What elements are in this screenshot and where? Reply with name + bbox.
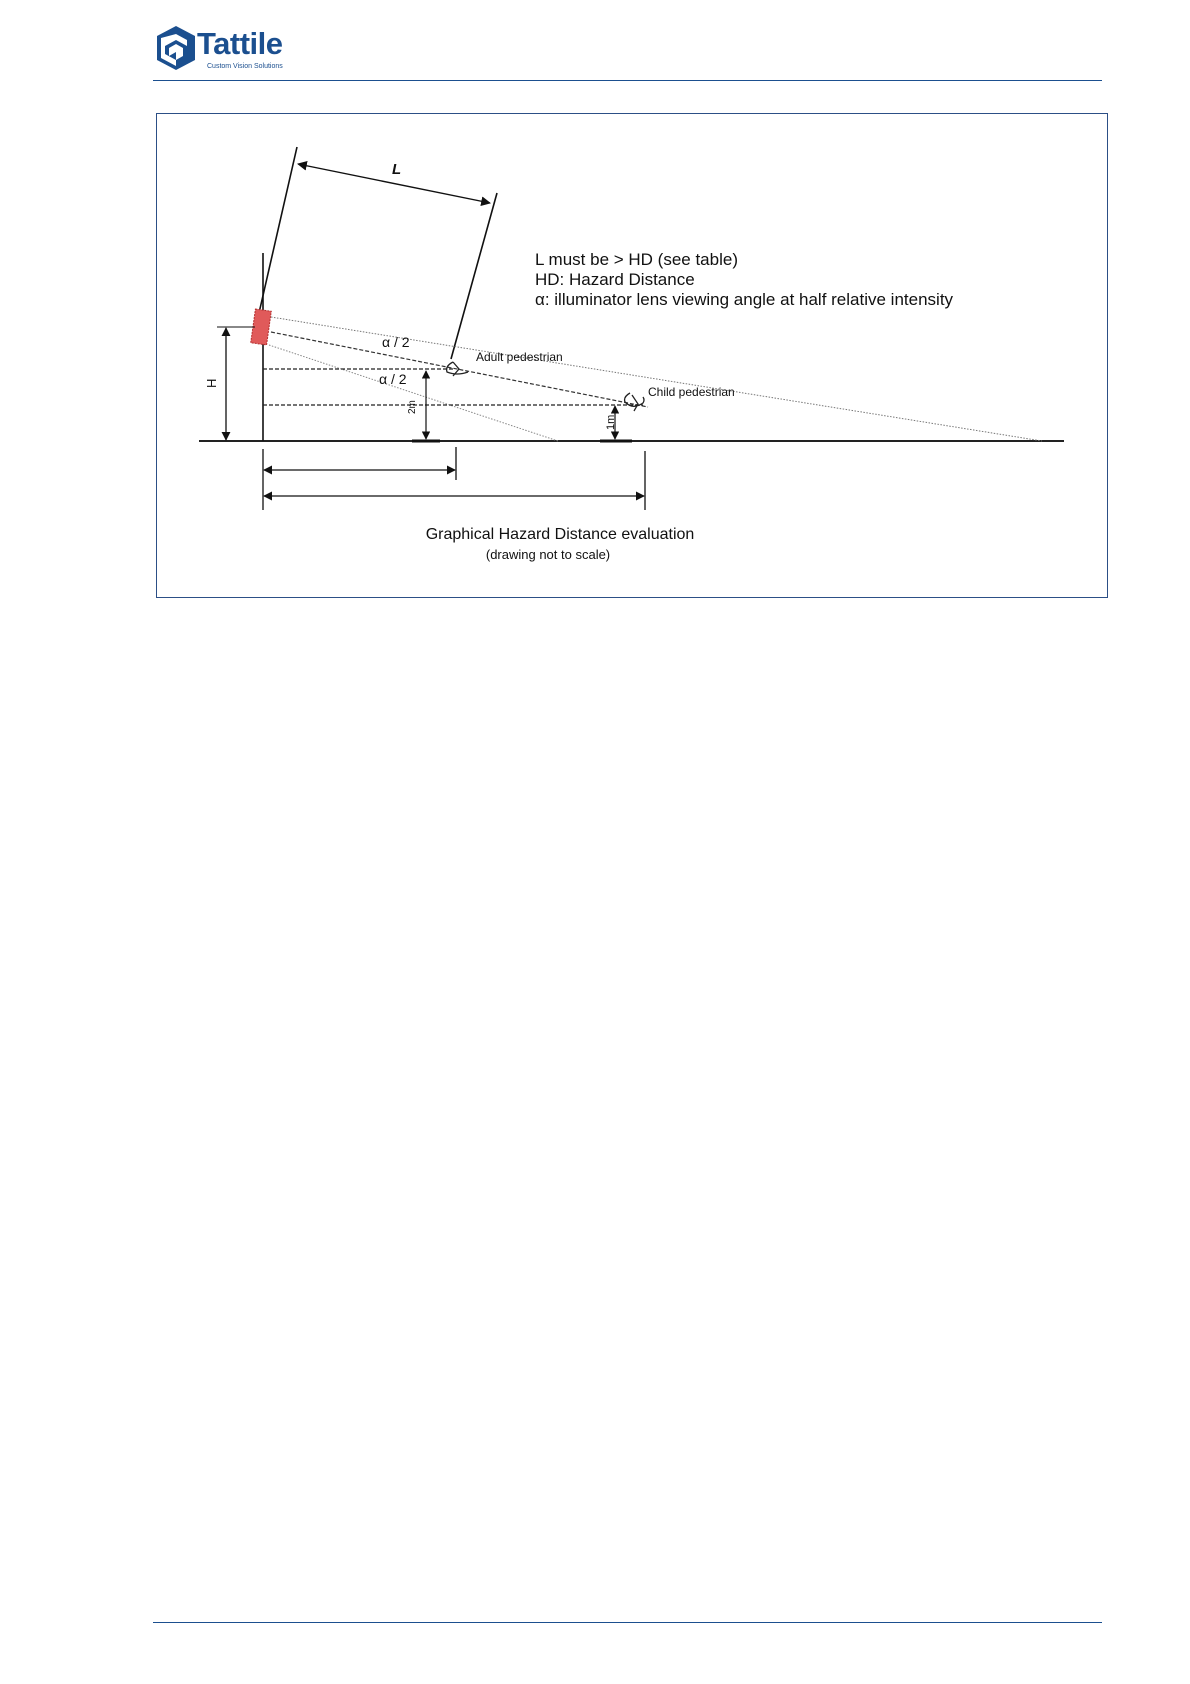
hazard-distance-figure <box>156 113 1108 598</box>
logo-wordmark: Tattile <box>197 26 283 61</box>
tattile-logo-icon <box>155 24 197 72</box>
h-label: H <box>204 378 219 388</box>
logo-tagline: Custom Vision Solutions <box>207 63 283 70</box>
page-header <box>0 0 1190 80</box>
child-eye-icon <box>625 393 644 411</box>
child-pedestrian-label: Child pedestrian <box>648 385 735 399</box>
adult-height-label: 2m <box>407 400 418 414</box>
figure-caption: Graphical Hazard Distance evaluation <box>425 526 695 543</box>
hazard-distance-diagram <box>157 114 1109 599</box>
footer-divider <box>153 1622 1102 1623</box>
l-extension-left <box>259 147 297 313</box>
child-height-label: 1m <box>605 414 617 430</box>
angle-label-upper: α / 2 <box>382 334 410 350</box>
figure-subcaption: (drawing not to scale) <box>485 547 611 562</box>
legend-line-3: α: illuminator lens viewing angle at half relative intensity <box>535 290 954 309</box>
legend-line-2: HD: Hazard Distance <box>535 270 695 289</box>
beam-center <box>271 332 648 407</box>
header-divider <box>153 80 1102 81</box>
angle-label-lower: α / 2 <box>379 371 407 387</box>
l-extension-right <box>451 193 497 359</box>
legend-line-1: L must be > HD (see table) <box>535 250 738 269</box>
l-label: L <box>392 161 402 178</box>
adult-pedestrian-label: Adult pedestrian <box>476 350 563 364</box>
